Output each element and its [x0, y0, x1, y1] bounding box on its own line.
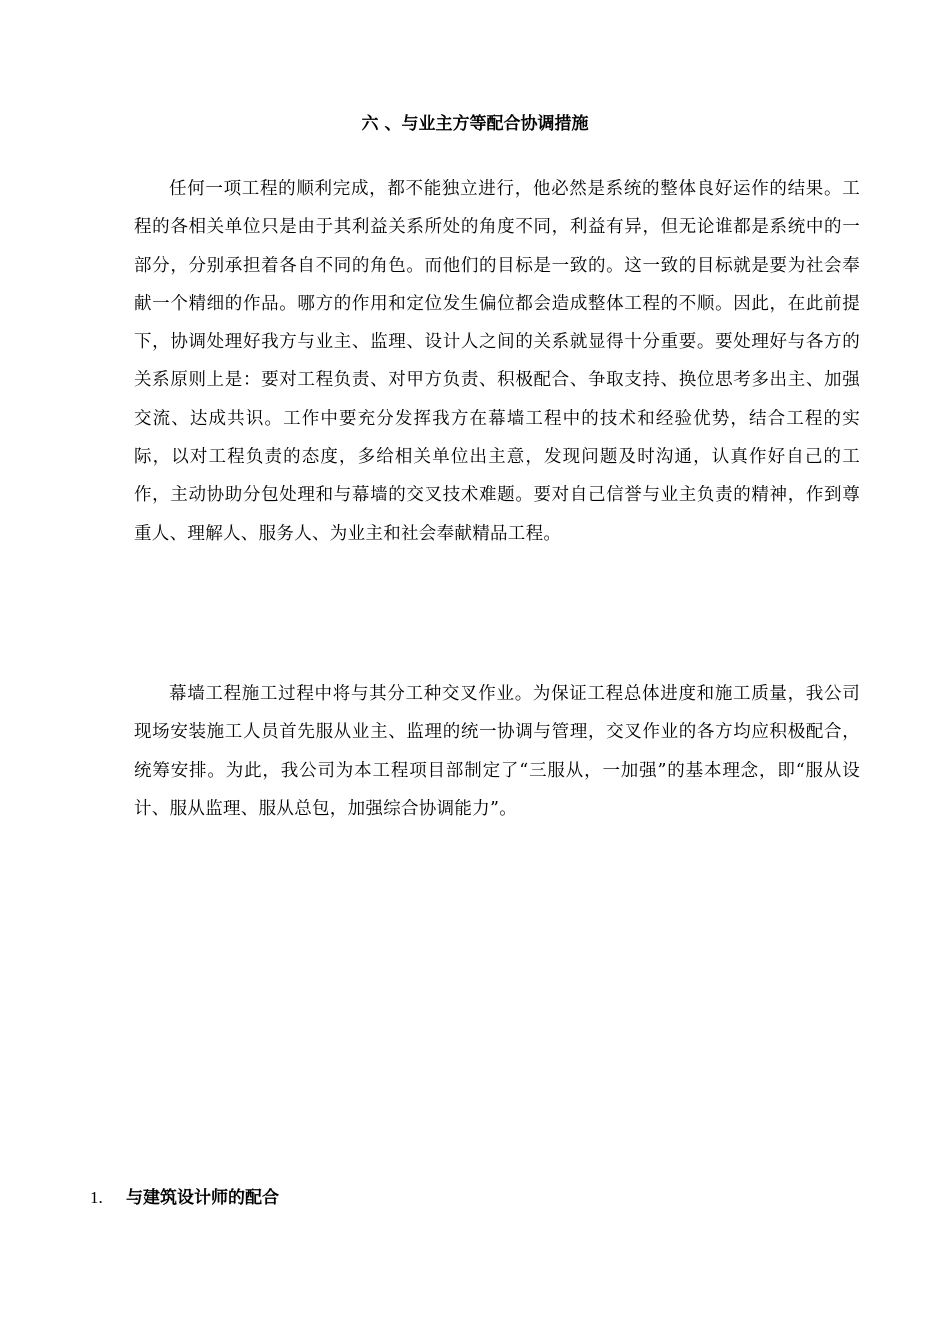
body-paragraph-cross-work: 幕墙工程施工过程中将与其分工种交叉作业。为保证工程总体进度和施工质量，我公司现场安装施工人员首先服从业主、监理的统一协调与管理，交叉作业的各方均应积极配合，统筹安排。为此，我公司为本工程项目部制定了“三服从，一加强”的基本理念，即“服从设计、服从监理、服从总包，加强综合协调能力”。 — [134, 684, 860, 819]
section-heading — [90, 1185, 279, 1211]
section-number: 1. — [90, 1188, 103, 1207]
section-title: 与建筑设计师的配合 — [126, 1188, 279, 1208]
page-title: 六 、与业主方等配合协调措施 — [361, 114, 589, 134]
body-paragraph-coordination-principles: 任何一项工程的顺利完成，都不能独立进行，他必然是系统的整体良好运作的结果。工程的各相关单位只是由于其利益关系所处的角度不同，利益有异，但无论谁都是系统中的一部分，分别承担着各自不同的角色。而他们的目标是一致的。这一致的目标就是要为社会奉献一个精细的作品。哪方的作用和定位发生偏位都会造成整体工程的不顺。因此，在此前提下，协调处理好我方与业主、监理、设计人之间的关系就显得十分重要。要处理好与各方的关系原则上是：要对工程负责、对甲方负责、积极配合、争取支持、换位思考多出主、加强交流、达成共识。工作中要充分发挥我方在幕墙工程中的技术和经验优势，结合工程的实际，以对工程负责的态度，多给相关单位出主意，发现问题及时沟通，认真作好自己的工作，主动协助分包处理和与幕墙的交叉技术难题。要对自己信誉与业主负责的精神，作到尊重人、理解人、服务人、为业主和社会奉献精品工程。 — [134, 179, 860, 544]
